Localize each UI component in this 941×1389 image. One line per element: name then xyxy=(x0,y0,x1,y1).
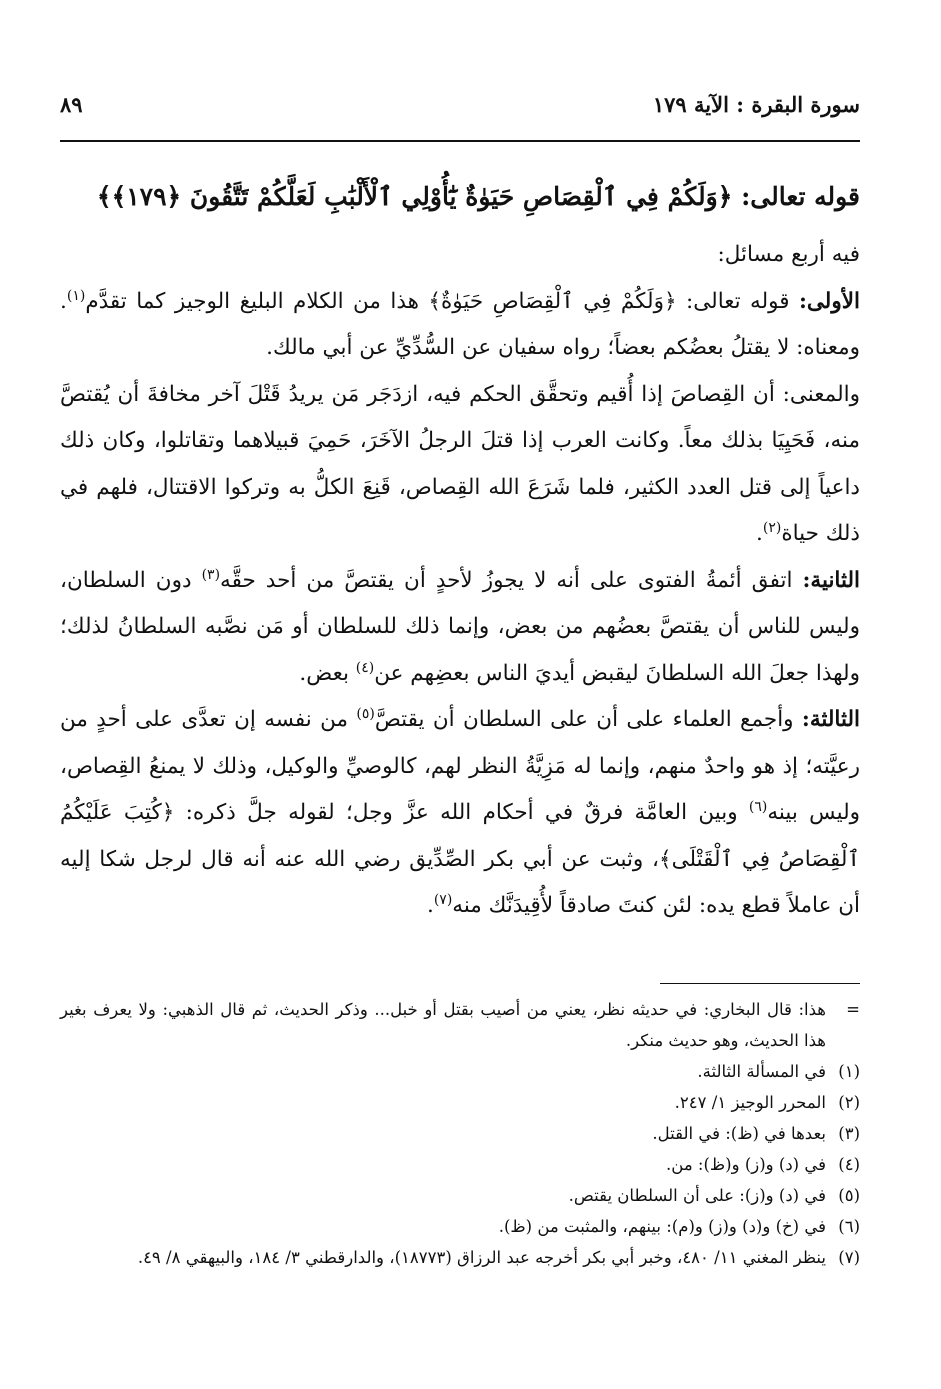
page-number: ٨٩ xyxy=(60,92,83,117)
footnote-item xyxy=(60,1118,860,1149)
footnote-number: (٧) xyxy=(838,1248,860,1267)
footnote-item xyxy=(60,1149,860,1180)
running-head xyxy=(60,92,860,136)
issue-third-text: وأجمع العلماء على أن على السلطان أن يقتصَّ xyxy=(374,707,794,732)
issue-third-paragraph xyxy=(60,697,860,930)
header-divider xyxy=(60,140,860,142)
footnote-number: (١) xyxy=(838,1062,860,1081)
issue-third-text-end: . xyxy=(426,893,434,918)
footnote-number: (٦) xyxy=(838,1217,860,1236)
issue-second-text: اتفق أئمةُ الفتوى على أنه لا يجوزُ لأحدٍ أن يقتصَّ من أحد حقَّه xyxy=(220,567,793,593)
issue-third-label: الثالثة: xyxy=(801,707,860,732)
surah-title: سورة البقرة : الآية ١٧٩ xyxy=(652,92,860,117)
footnote-text: في (د) و(ز): على أن السلطان يقتص. xyxy=(568,1186,826,1205)
issue-second-text-mid: دون السلطان، وليس للناس أن يقتصَّ بعضُهم من بعض، وإنما ذلك للسلطان أو مَن نصَّبه السلطانُ لذلك؛ ولهذا جعلَ الله السلطانَ ليقبض أيديَ الناس بعضِهم عن xyxy=(60,567,860,686)
issue-first-label: الأولى: xyxy=(798,288,860,314)
footnotes xyxy=(60,994,860,1273)
issue-third-text-mid2: وبين العامَّة فرقٌ في أحكام الله عزَّ وجل؛ لقوله جلَّ ذكره: ﴿كُتِبَ عَلَيْكُمُ ٱلْقِصَاصُ فِي ٱلْقَتْلَى﴾، وثبت عن أبي بكر الصِّدِّيق رضي الله عنه أنه قال لرجل شكا إليه أن عاملاً قطع يده: لئن كنتَ صادقاً لأُقِيدَنَّك منه xyxy=(60,800,860,918)
meaning-text-end: . xyxy=(756,521,763,546)
footnote-text: في (خ) و(د) و(ز) و(م): بينهم، والمثبت من (ظ). xyxy=(498,1217,826,1236)
issue-first-text-end: . ومعناه: لا يقتلُ بعضُكم بعضاً؛ رواه سفيان عن السُّدِّيِّ عن أبي مالك. xyxy=(60,288,860,360)
issue-second-text-end: بعض. xyxy=(299,660,356,686)
footnote-text: في المسألة الثالثة. xyxy=(697,1062,826,1081)
intro-paragraph: فيه أربع مسائل: xyxy=(717,242,860,267)
footnote-ref-3: (٣) xyxy=(201,566,221,583)
footnote-text: هذا: قال البخاري: في حديثه نظر، يعني من أصيب بقتل أو خبل... وذكر الحديث، ثم قال الذهبي: ولا يعرف بغير هذا الحديث، وهو حديث منكر. xyxy=(60,1000,826,1050)
footnote-item xyxy=(60,994,860,1056)
footnote-number: (٢) xyxy=(838,1093,860,1112)
meaning-text: والمعنى: أن القِصاصَ إذا أُقيم وتحقَّق الحكم فيه، ازدَجَر مَن يريدُ قَتْلَ آخر مخافةَ أن يُقتصَّ منه، فَحَيِيَا بذلك معاً. وكانت العرب إذا قتلَ الرجلُ الآخَرَ، حَمِيَ قبيلاهما وتقاتلوا، وكان ذلك داعياً إلى قتل العدد الكثير، فلما شَرَعَ الله القِصاص، قَنِعَ الكلُّ به وتركوا الاقتتال، فلهم في ذلك حياة xyxy=(60,381,860,546)
issue-first-text: قوله تعالى: ﴿وَلَكُمْ فِي ٱلْقِصَاصِ حَيَوٰةٌ﴾ هذا من الكلام البليغ الوجيز كما تقدَّم xyxy=(85,288,790,314)
footnote-number: (٤) xyxy=(838,1155,860,1174)
issue-third-text-mid: من نفسه إن تعدَّى على أحدٍ من رعيَّته؛ إذ هو واحدٌ منهم، وإنما له مَزِيَّةُ النظر لهم، كالوصيِّ والوكيل، وذلك لا يمنعُ القِصاص، وليس بينه xyxy=(60,707,861,825)
verse-heading xyxy=(60,177,860,217)
book-page xyxy=(60,92,860,1372)
issue-second-label: الثانية: xyxy=(802,567,860,593)
footnote-text: ينظر المغني ١١/ ٤٨٠، وخبر أبي بكر أخرجه عبد الرزاق (١٨٧٧٣)، والدارقطني ٣/ ١٨٤، والبيهقي ٨/ ٤٩. xyxy=(137,1248,826,1267)
footnote-item xyxy=(60,1056,860,1087)
footnote-item xyxy=(60,1087,860,1118)
footnote-divider xyxy=(660,983,860,984)
issue-second-paragraph xyxy=(60,558,860,698)
footnote-item xyxy=(60,1180,860,1211)
footnote-number: (٣) xyxy=(838,1124,860,1143)
footnote-ref-1: (١) xyxy=(66,287,86,304)
footnote-number: (٥) xyxy=(838,1186,860,1205)
footnote-number: = xyxy=(846,1000,860,1019)
footnote-text: المحرر الوجيز ١/ ٢٤٧. xyxy=(674,1093,826,1112)
footnote-item xyxy=(60,1211,860,1242)
footnote-ref-5: (٥) xyxy=(356,705,375,722)
main-text xyxy=(60,232,860,930)
footnote-ref-7: (٧) xyxy=(433,891,453,908)
quran-verse: ﴿وَلَكُمْ فِي ٱلْقِصَاصِ حَيَوٰةٌ يَٰٓأُوْلِي ٱلْأَلْبَٰبِ لَعَلَّكُمْ تَتَّقُونَ ﴿١٧٩﴾﴾ xyxy=(96,182,733,211)
footnote-ref-2: (٢) xyxy=(762,519,782,536)
verse-intro: قوله تعالى: xyxy=(741,182,860,211)
footnote-ref-4: (٤) xyxy=(355,659,375,676)
issue-first-paragraph xyxy=(60,279,860,372)
footnote-item xyxy=(60,1242,860,1273)
footnote-text: في (د) و(ز) و(ظ): من. xyxy=(666,1155,826,1174)
footnote-text: بعدها في (ظ): في القتل. xyxy=(652,1124,826,1143)
meaning-paragraph xyxy=(60,372,860,558)
footnote-ref-6: (٦) xyxy=(748,798,768,815)
